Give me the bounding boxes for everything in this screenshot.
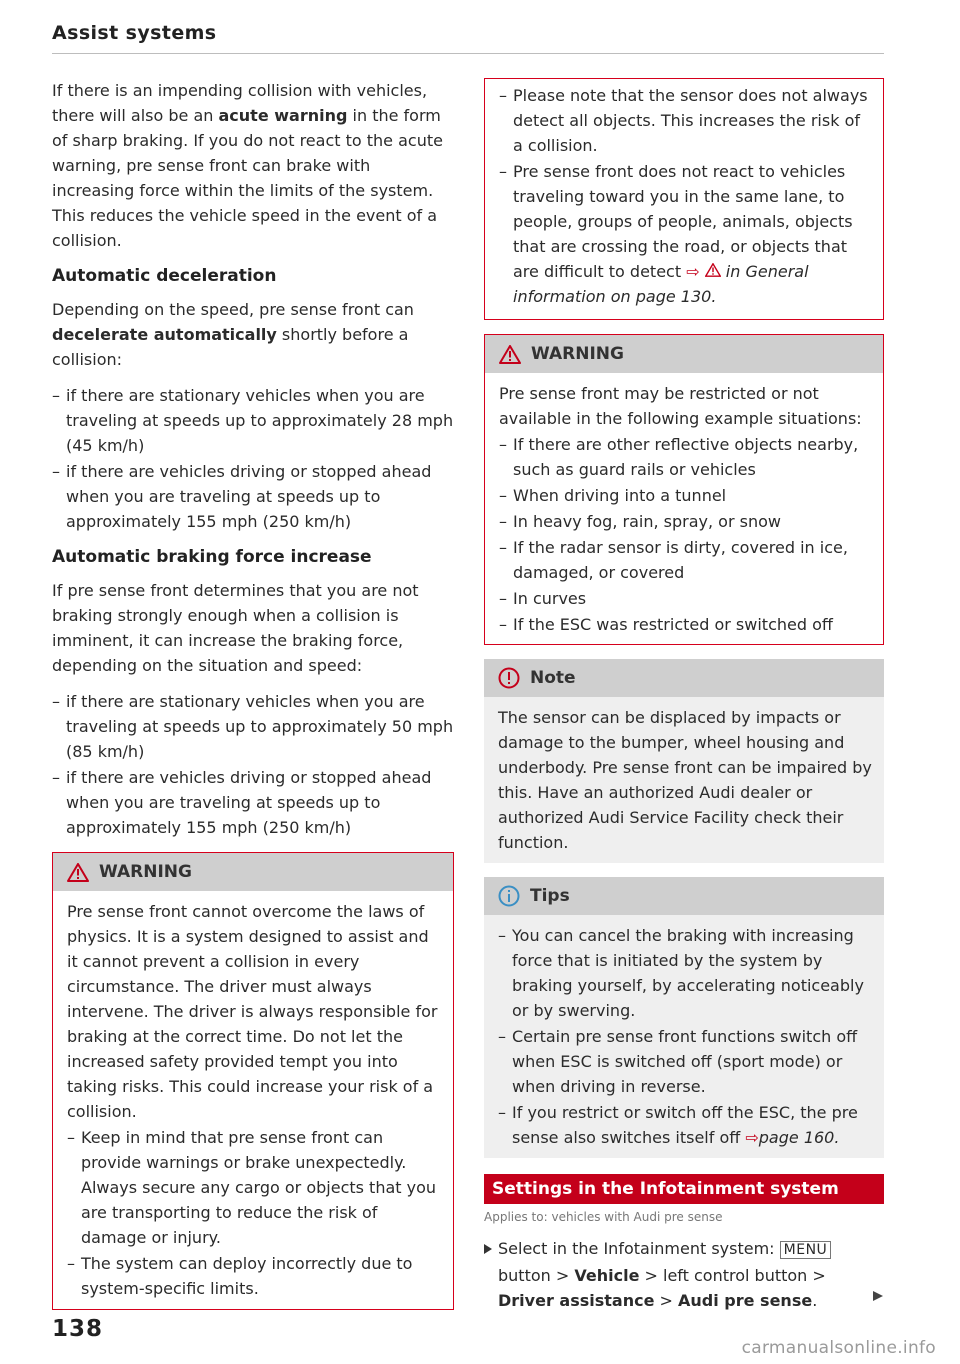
warning-triangle-icon [67,863,89,882]
text: in the form of sharp braking. If you do not react to the acute warning, pre sense front can brake with increasing force within the limits of the system. This reduces the vehicle speed in the event of a collision. [52,106,443,250]
paragraph-deceleration [52,297,454,372]
paragraph-acute-warning [52,78,454,253]
list-item [498,1100,872,1150]
warning-triangle-icon [705,262,721,281]
list-item: – Certain pre sense front functions switch off when ESC is switched off (sport mode) or when driving in reverse. [498,1024,872,1099]
text: If you restrict or switch off the ESC, the pre sense also switches itself off [512,1103,858,1147]
bold-term: decelerate automatically [52,325,277,344]
watermark: carmanualsonline.info [741,1338,936,1358]
text: > [654,1291,678,1310]
warning-continued-list [499,83,871,309]
warning-body [485,373,883,644]
warning-label: WARNING [531,343,624,364]
menu-path-driver-assistance: Driver assistance [498,1291,655,1310]
text: button > [498,1266,575,1285]
tips-list [498,923,872,1150]
text: Depending on the speed, pre sense front can [52,300,414,319]
warning-continued-body [485,79,883,319]
left-column [52,78,454,1324]
menu-path-audi-pre-sense: Audi pre sense [678,1291,813,1310]
list-item: – Please note that the sensor does not always detect all objects. This increases the risk of a collision. [499,83,871,158]
section-heading: Settings in the Infotainment system [492,1178,839,1199]
list-item: – If there are other reflective objects nearby, such as guard rails or vehicles [499,432,871,482]
text: Pre sense front does not react to vehicles traveling toward you in the same lane, to people, groups of people, animals, objects that are crossing the road, or objects that are difficult to detect [513,162,853,281]
tips-header [484,877,884,915]
tips-body [484,915,884,1158]
section-title: Assist systems [52,22,217,44]
warning-text: Pre sense front cannot overcome the laws of physics. It is a system designed to assist and it cannot prevent a collision in every circumstance. The driver must always intervene. The driver is always responsible for braking at the correct time. Do not let the increased safety provided tempt you into taking risks. This could increase your risk of a collision. [67,902,438,1121]
warning-triangle-icon [499,345,521,364]
list-item [499,159,871,309]
text: . [812,1291,818,1310]
step-triangle-icon [484,1236,493,1263]
heading-braking-force-increase: Automatic braking force increase [52,547,372,567]
note-body [484,697,884,863]
warning-list [67,1125,441,1301]
warning-body [53,891,453,1309]
list-item: – When driving into a tunnel [499,483,871,508]
list-item: – If the radar sensor is dirty, covered in ice, damaged, or covered [499,535,871,585]
paragraph-braking: If pre sense front determines that you are not braking strongly enough when a collision is imminent, it can increase the braking force, depending on the situation and speed: [52,581,419,675]
menu-path-vehicle: Vehicle [574,1266,640,1285]
text: shortly before a collision: [52,325,409,369]
info-circle-icon [498,885,520,907]
list-item: – In heavy fog, rain, spray, or snow [499,509,871,534]
note-label: Note [530,667,576,688]
cross-reference-link[interactable]: in General information on page 130. [513,262,809,306]
warning-box-continued [484,78,884,320]
tips-box [484,877,884,1158]
warning-header [53,853,453,891]
page-number: 138 [52,1316,104,1342]
continue-arrow-icon [873,1284,884,1309]
cross-reference-arrow-icon: ⇨ [745,1128,759,1147]
text: Select in the Infotainment system: [498,1239,780,1258]
section-heading-bar [484,1174,884,1204]
note-text: The sensor can be displaced by impacts or damage to the bumper, wheel housing and underbody. Pre sense front can be impaired by this. Have an authorized Audi dealer or authorized Audi Service Facility check their function. [498,708,872,852]
exclamation-circle-icon [498,667,520,689]
warning-list [499,432,871,637]
menu-key: MENU [780,1241,832,1259]
page-header [52,22,884,44]
header-rule [52,53,884,54]
braking-list [52,689,454,840]
heading-automatic-deceleration: Automatic deceleration [52,266,277,286]
warning-header [485,335,883,373]
tips-label: Tips [530,885,570,906]
warning-box [52,852,454,1310]
cross-reference-arrow-icon: ⇨ [686,262,700,281]
deceleration-list [52,383,454,534]
bold-term: acute warning [218,106,348,125]
list-item: – In curves [499,586,871,611]
list-item: – If the ESC was restricted or switched off [499,612,871,637]
warning-box [484,334,884,645]
text: > left control button > [639,1266,826,1285]
list-item: – You can cancel the braking with increasing force that is initiated by the system by braking yourself, by accelerating noticeably or by swerving. [498,923,872,1023]
list-item: – if there are vehicles driving or stopped ahead when you are traveling at speeds up to approximately 155 mph (250 km/h) [52,459,454,534]
instruction-step [484,1236,884,1313]
applies-to-note: Applies to: vehicles with Audi pre sense [484,1210,723,1224]
list-item: – if there are stationary vehicles when you are traveling at speeds up to approximately 28 mph (45 km/h) [52,383,454,458]
cross-reference-link[interactable]: page 160. [758,1128,840,1147]
list-item: – if there are stationary vehicles when you are traveling at speeds up to approximately 50 mph (85 km/h) [52,689,454,764]
warning-text: Pre sense front may be restricted or not available in the following example situations: [499,384,862,428]
note-box [484,659,884,863]
text: If there is an impending collision with vehicles, there will also be an [52,81,428,125]
right-column [484,78,884,1313]
list-item: – Keep in mind that pre sense front can provide warnings or brake unexpectedly. Always secure any cargo or objects that you are transporting to reduce the risk of damage or injury. [67,1125,441,1250]
list-item: – if there are vehicles driving or stopped ahead when you are traveling at speeds up to approximately 155 mph (250 km/h) [52,765,454,840]
list-item: – The system can deploy incorrectly due to system-specific limits. [67,1251,441,1301]
warning-label: WARNING [99,861,192,882]
note-header [484,659,884,697]
